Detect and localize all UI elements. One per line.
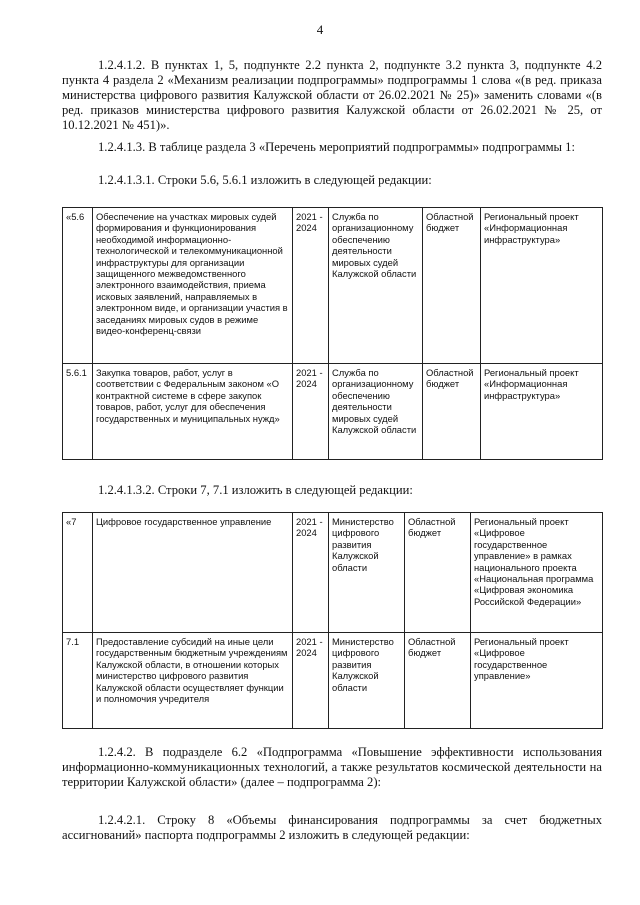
page-number: 4: [316, 22, 324, 37]
executor-cell: Служба по организационному обеспечению деятельности мировых судей Калужской области: [329, 208, 423, 364]
project-cell: Региональный проект «Цифровое государственное управление» в рамках национального проекта «Национальная программа «Цифровая экономика Российской Федерации»: [471, 513, 603, 633]
paragraph-1-2-4-1-2: 1.2.4.1.2. В пунктах 1, 5, подпункте 2.2 пункта 2, подпункте 3.2 пункта 3, подпункте 4.2 пункта 4 раздела 2 «Механизм реализации подпрограммы» подпрограммы 1 слова «(в ред. приказа министерства цифрового развития Калужской области от 26.02.2021 № 25)» заменить словами «(в ред. приказов министерства цифрового развития Калужской области от 26.02.2021 № 25, от 10.12.2021 № 451)».: [62, 58, 602, 132]
activity-name-cell: Цифровое государственное управление: [93, 513, 293, 633]
paragraph-1-2-4-1-3: 1.2.4.1.3. В таблице раздела 3 «Перечень мероприятий подпрограммы» подпрограммы 1:: [98, 140, 575, 154]
row-number-cell: «7: [63, 513, 93, 633]
table-row: [63, 208, 603, 364]
activity-name-cell: Обеспечение на участках мировых судей формирования и функционирования необходимой информационно-технологической и телекоммуникационной инфраструктуры для организации защищенного межведомственного электронного взаимодействия, приема исковых заявлений, направляемых в электронном виде, и организации участия в заседаниях мировых судов в режиме видео-конференц-связи: [93, 208, 293, 364]
row-number-cell: 7.1: [63, 633, 93, 729]
table-rows-5-6: [62, 207, 603, 460]
period-cell: 2021 - 2024: [293, 208, 329, 364]
executor-cell: Министерство цифрового развития Калужской области: [329, 633, 405, 729]
paragraph-1-2-4-2: 1.2.4.2. В подразделе 6.2 «Подпрограмма «Повышение эффективности использования информационно-коммуникационных технологий, а также результатов космической деятельности на территории Калужской области» (далее – подпрограмма 2):: [62, 745, 602, 789]
project-cell: Региональный проект «Информационная инфраструктура»: [481, 364, 603, 460]
funding-source-cell: Областной бюджет: [423, 208, 481, 364]
funding-source-cell: Областной бюджет: [405, 633, 471, 729]
paragraph-1-2-4-1-3-2: 1.2.4.1.3.2. Строки 7, 7.1 изложить в следующей редакции:: [98, 483, 413, 497]
executor-cell: Министерство цифрового развития Калужской области: [329, 513, 405, 633]
table-row: [63, 633, 603, 729]
period-cell: 2021 - 2024: [293, 513, 329, 633]
table-rows-7: [62, 512, 603, 729]
period-cell: 2021 - 2024: [293, 364, 329, 460]
row-number-cell: «5.6: [63, 208, 93, 364]
activity-name-cell: Закупка товаров, работ, услуг в соответствии с Федеральным законом «О контрактной системе в сфере закупок товаров, работ, услуг для обеспечения государственных и муниципальных нужд»: [93, 364, 293, 460]
funding-source-cell: Областной бюджет: [405, 513, 471, 633]
executor-cell: Служба по организационному обеспечению деятельности мировых судей Калужской области: [329, 364, 423, 460]
activity-name-cell: Предоставление субсидий на иные цели государственным бюджетным учреждениям Калужской области, в отношении которых министерство цифрового развития Калужской области осуществляет функции и полномочия учредителя: [93, 633, 293, 729]
period-cell: 2021 - 2024: [293, 633, 329, 729]
paragraph-1-2-4-1-3-1: 1.2.4.1.3.1. Строки 5.6, 5.6.1 изложить в следующей редакции:: [98, 173, 432, 187]
row-number-cell: 5.6.1: [63, 364, 93, 460]
paragraph-1-2-4-2-1: 1.2.4.2.1. Строку 8 «Объемы финансирования подпрограммы за счет бюджетных ассигнований» паспорта подпрограммы 2 изложить в следующей редакции:: [62, 813, 602, 842]
funding-source-cell: Областной бюджет: [423, 364, 481, 460]
project-cell: Региональный проект «Цифровое государственное управление»: [471, 633, 603, 729]
table-row: [63, 513, 603, 633]
project-cell: Региональный проект «Информационная инфраструктура»: [481, 208, 603, 364]
table-row: [63, 364, 603, 460]
